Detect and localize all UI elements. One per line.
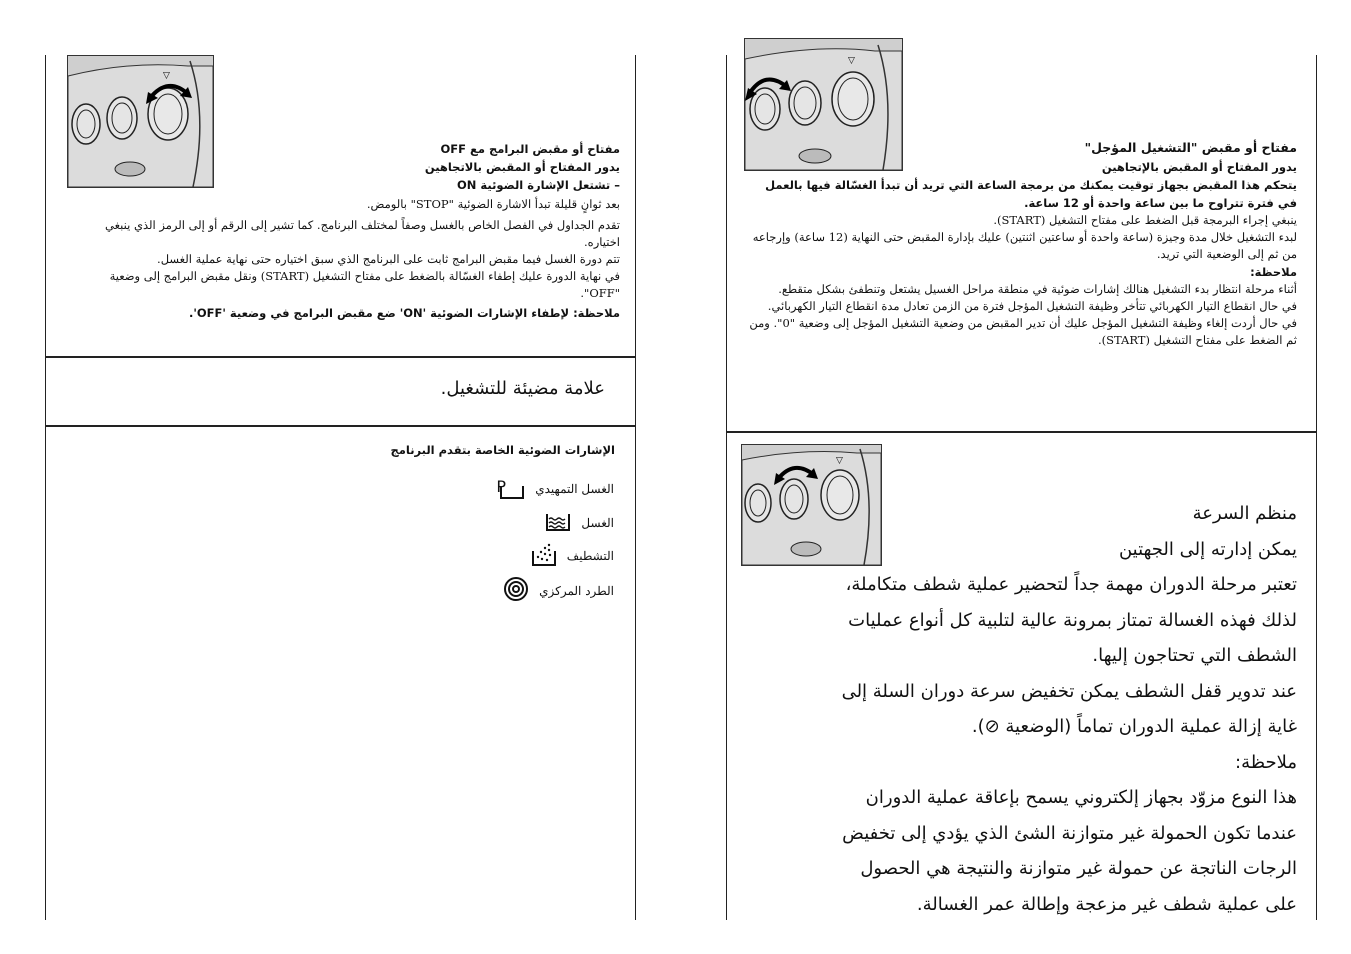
right-divider: [726, 431, 1317, 433]
prewash-label: الغسل التمهيدي: [535, 482, 614, 496]
spin-icon: [503, 576, 529, 606]
progress-lamp-prewash: [496, 474, 614, 504]
programme-line: تتم دورة الغسل فيما مقبض البرامج ثابت على البرنامج الذي سبق اختياره حتى نهاية عملية الغسل.: [157, 252, 620, 266]
delay-note: أثناء مرحلة انتظار بدء التشغيل هنالك إشارات ضوئية في منطقة مراحل الغسيل يشتعل وتنطفئ بشكل متقطع.: [778, 282, 1297, 296]
programme-knob-section: [75, 140, 620, 322]
programme-knob-title: مفتاح أو مقبض البرامج مع OFF: [440, 142, 620, 156]
right-page-right-border: [1316, 55, 1317, 920]
programme-knob-rotate: يدور المفتاح أو المقبض بالاتجاهين: [424, 160, 620, 174]
delay-knob-section: [745, 138, 1297, 349]
svg-text:▽: ▽: [836, 456, 843, 466]
svg-text:▽: ▽: [848, 56, 855, 66]
left-divider-1: [45, 356, 636, 358]
speed-title: منظم السرعة: [1192, 503, 1297, 524]
programme-line: بعد ثوانٍ قليلة تبدأ الاشارة الضوئية "STOP" بالومض.: [366, 197, 620, 211]
wash-icon: [545, 508, 571, 538]
delay-note: في حال أردت إلغاء وظيفة التشغيل المؤجل عليك أن تدير المقبض من وضعية التشغيل المؤجل إلى وضعية "0". ومن ثم الضغط على مفتاح التشغيل (START).: [749, 316, 1297, 347]
spin-label: الطرد المركزي: [539, 584, 614, 598]
left-page-right-border: [635, 55, 636, 920]
rinse-label: التشطيف: [566, 549, 614, 563]
rinse-icon: [531, 541, 557, 571]
delay-knob-title: مفتاح أو مقبض "التشغيل المؤجل": [1084, 140, 1297, 155]
delay-line: ينبغي إجراء البرمجة قبل الضغط على مفتاح التشغيل (START).: [993, 213, 1297, 227]
programme-line: تقدم الجداول في الفصل الخاص بالغسل وصفاً لمختلف البرنامج. كما تشير إلى الرقم أو إلى الرمز الذي ينبغي اختياره.: [105, 218, 620, 249]
svg-text:P: P: [496, 477, 507, 496]
speed-line: تعتبر مرحلة الدوران مهمة جداً لتحضير عملية شطف متكاملة،: [845, 574, 1297, 595]
speed-line: يمكن إدارته إلى الجهتين: [1118, 538, 1297, 560]
programme-line: في نهاية الدورة عليك إطفاء الغسّالة بالضغط على مفتاح التشغيل (START) ونقل مقبض البرامج إلى وضعية "OFF".: [109, 269, 620, 300]
speed-line: الشطف التي تحتاجون إليها.: [1092, 645, 1297, 666]
programme-on-lamp: – تشتعل الإشارة الضوئية ON: [457, 178, 620, 192]
delay-knob-rotate: يدور المفتاح أو المقبض بالإتجاهين: [1101, 160, 1297, 174]
delay-line: لبدء التشغيل خلال مدة وجيزة (ساعة واحدة أو ساعتين اثنتين) عليك بإدارة المقبض حتى النهاية (12 ساعة) وإرجاعه من ثم إلى الوضعية التي تريد.: [752, 230, 1297, 261]
prewash-icon: [496, 474, 525, 504]
speed-line: على عملية شطف غير مزعجة وإطالة عمر الغسالة.: [916, 893, 1297, 915]
progress-lamp-spin: [503, 576, 614, 606]
svg-text:▽: ▽: [163, 71, 170, 81]
speed-line: غاية إزالة عملية الدوران تماماً (الوضعية ⊘).: [971, 716, 1297, 737]
speed-line: هذا النوع مزوّد بجهاز إلكتروني يسمح بإعاقة عملية الدوران: [865, 787, 1297, 808]
progress-lamp-wash: [545, 508, 614, 538]
delay-knob-desc: يتحكم هذا المقبض بجهاز توقيت يمكنك من برمجة الساعة التي تريد أن تبدأ الغسّالة فيها بالعمل في فترة تتراوح ما بين ساعة واحدة أو 12 ساعة.: [765, 178, 1297, 210]
delay-note: في حال انقطاع التيار الكهربائي تتأخر وظيفة التشغيل المؤجل فترة من الزمن تعادل مدة انقطاع التيار الكهربائي.: [767, 299, 1297, 313]
run-light-label: علامة مضيئة للتشغيل.: [440, 378, 605, 399]
programme-note: ملاحظة: لإطفاء الإشارات الضوئية 'ON' ضع مقبض البرامج في وضعية 'OFF'.: [188, 306, 620, 320]
left-page-left-border: [45, 55, 46, 920]
delay-note-title: ملاحظة:: [1250, 265, 1297, 279]
speed-line: عندما تكون الحمولة غير متوازنة الشئ الذي يؤدي إلى تخفيض: [842, 822, 1297, 844]
speed-line: عند تدوير قفل الشطف يمكن تخفيض سرعة دوران السلة إلى: [841, 680, 1297, 702]
speed-line: لذلك فهذه الغسالة تمتاز بمرونة عالية لتلبية كل أنواع عمليات: [848, 609, 1297, 631]
speed-note-title: ملاحظة:: [1235, 751, 1297, 773]
progress-lamps-title: الإشارات الضوئية الخاصة بتقدم البرنامج: [390, 443, 615, 457]
right-page-left-border: [726, 55, 727, 920]
speed-regulator-section: [745, 496, 1297, 922]
wash-label: الغسل: [581, 516, 614, 530]
speed-line: الرجات الناتجة عن حمولة غير متوازنة والنتيجة هي الحصول: [860, 858, 1297, 879]
left-divider-2: [45, 425, 636, 427]
progress-lamp-rinse: [531, 541, 614, 571]
